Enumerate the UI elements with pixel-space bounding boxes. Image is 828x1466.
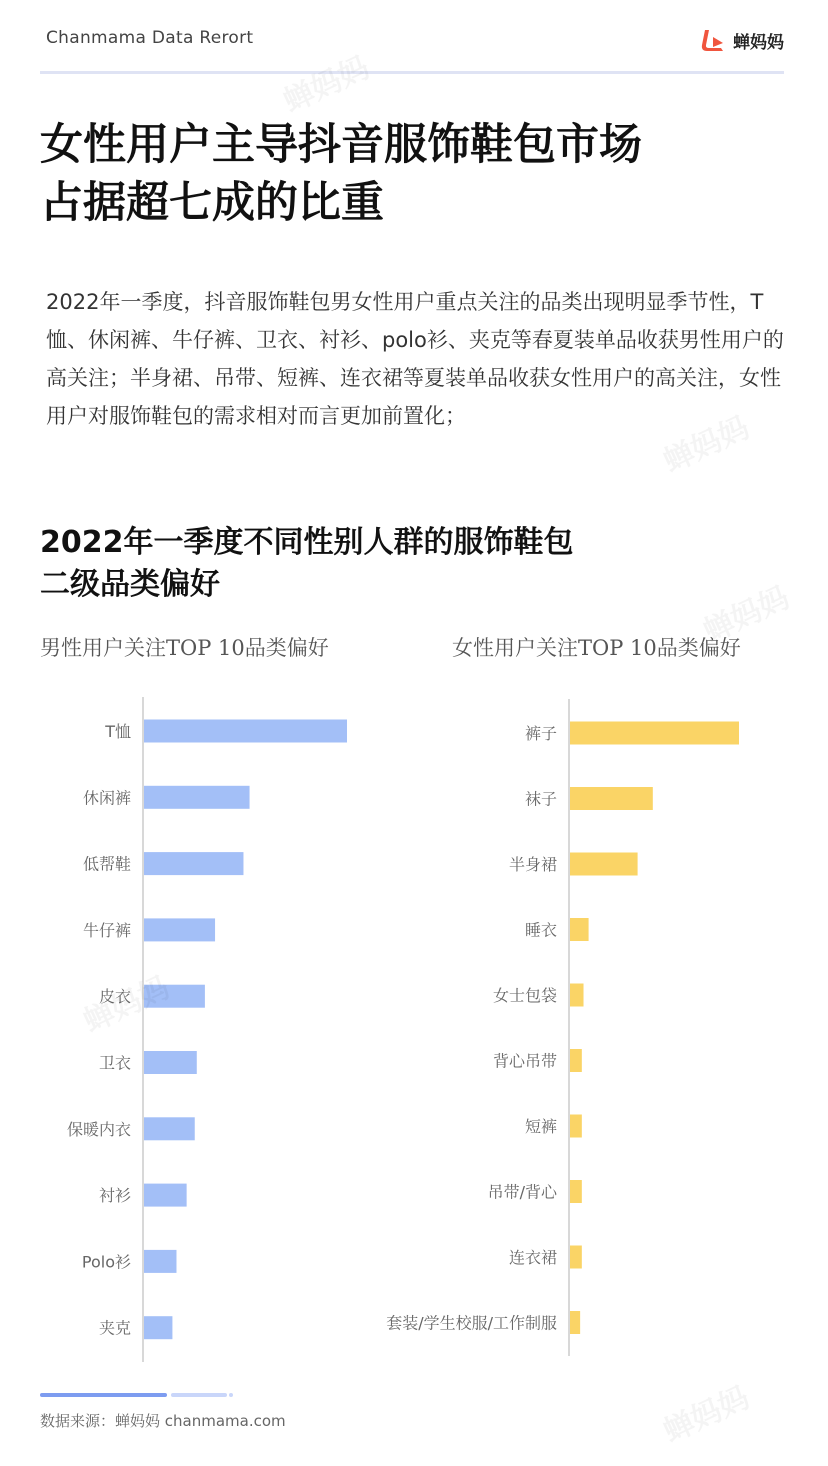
male-bar xyxy=(144,1117,195,1140)
female-category-label: 套装/学生校服/工作制服 xyxy=(386,1313,557,1333)
male-category-label: 卫衣 xyxy=(98,1053,131,1073)
male-category-label: 夹克 xyxy=(98,1318,131,1338)
female-category-label: 袜子 xyxy=(524,789,557,809)
female-bar xyxy=(570,1180,582,1203)
male-category-label: 低帮鞋 xyxy=(82,854,131,874)
female-bar xyxy=(570,918,589,941)
male-category-label: 牛仔裤 xyxy=(82,920,131,940)
male-bar xyxy=(144,852,243,875)
female-bar xyxy=(570,1049,582,1072)
data-source-note: 数据来源：蝉妈妈 chanmama.com xyxy=(40,1412,286,1430)
male-bar xyxy=(144,1184,187,1207)
female-category-label: 半身裙 xyxy=(508,855,557,874)
female-bar xyxy=(570,1311,580,1334)
male-bar xyxy=(144,918,215,941)
female-category-label: 连衣裙 xyxy=(508,1248,557,1267)
female-category-label: 裤子 xyxy=(524,724,557,743)
male-category-label: 皮衣 xyxy=(98,987,131,1007)
intro-paragraph: 2022年一季度，抖音服饰鞋包男女性用户重点关注的品类出现明显季节性，T恤、休闲裤、牛仔裤、卫衣、衬衫、polo衫、夹克等春夏装单品收获男性用户的高关注；半身裙、吊带、短裤、连衣裙等夏装单品收获女性用户的高关注，女性用户对服饰鞋包的需求相对而言更加前置化； xyxy=(46,290,784,428)
female-bar xyxy=(570,722,739,745)
male-chart-title: 男性用户关注TOP 10品类偏好 xyxy=(40,636,329,660)
male-bar xyxy=(144,1316,172,1339)
female-bar xyxy=(570,787,653,810)
chart-section-title-line-1: 2022年一季度不同性别人群的服饰鞋包 xyxy=(40,525,574,560)
female-bar xyxy=(570,853,638,876)
female-category-label: 短裤 xyxy=(524,1117,557,1136)
page-title-line-2: 占据超七成的比重 xyxy=(40,178,384,228)
report-header-title: Chanmama Data Rerort xyxy=(46,28,254,48)
female-bar xyxy=(570,1115,582,1138)
female-category-label: 睡衣 xyxy=(524,920,557,940)
male-bar xyxy=(144,720,347,743)
female-chart-title: 女性用户关注TOP 10品类偏好 xyxy=(452,636,741,660)
footer-accent-bars xyxy=(40,1393,240,1397)
male-category-label: T恤 xyxy=(105,722,131,741)
male-bar xyxy=(144,985,205,1008)
female-category-label: 背心吊带 xyxy=(492,1051,557,1071)
footer-accent-bar-dark xyxy=(40,1393,167,1397)
male-bar xyxy=(144,786,250,809)
footer-accent-bar-light xyxy=(171,1393,227,1397)
male-category-label: 衬衫 xyxy=(98,1186,131,1206)
male-category-label: 休闲裤 xyxy=(82,788,131,808)
female-category-label: 女士包袋 xyxy=(492,986,557,1005)
chart-section-title-line-2: 二级品类偏好 xyxy=(40,567,220,602)
page-title-line-1: 女性用户主导抖音服饰鞋包市场 xyxy=(40,120,642,170)
male-bar xyxy=(144,1250,176,1273)
footer-accent-dot xyxy=(229,1393,233,1397)
male-category-label: Polo衫 xyxy=(81,1252,131,1272)
brand-name: 蝉妈妈 xyxy=(733,32,784,53)
female-bar xyxy=(570,984,584,1007)
male-category-label: 保暖内衣 xyxy=(66,1119,131,1139)
female-bar xyxy=(570,1246,582,1269)
female-category-label: 吊带/背心 xyxy=(487,1182,557,1202)
male-bar xyxy=(144,1051,197,1074)
